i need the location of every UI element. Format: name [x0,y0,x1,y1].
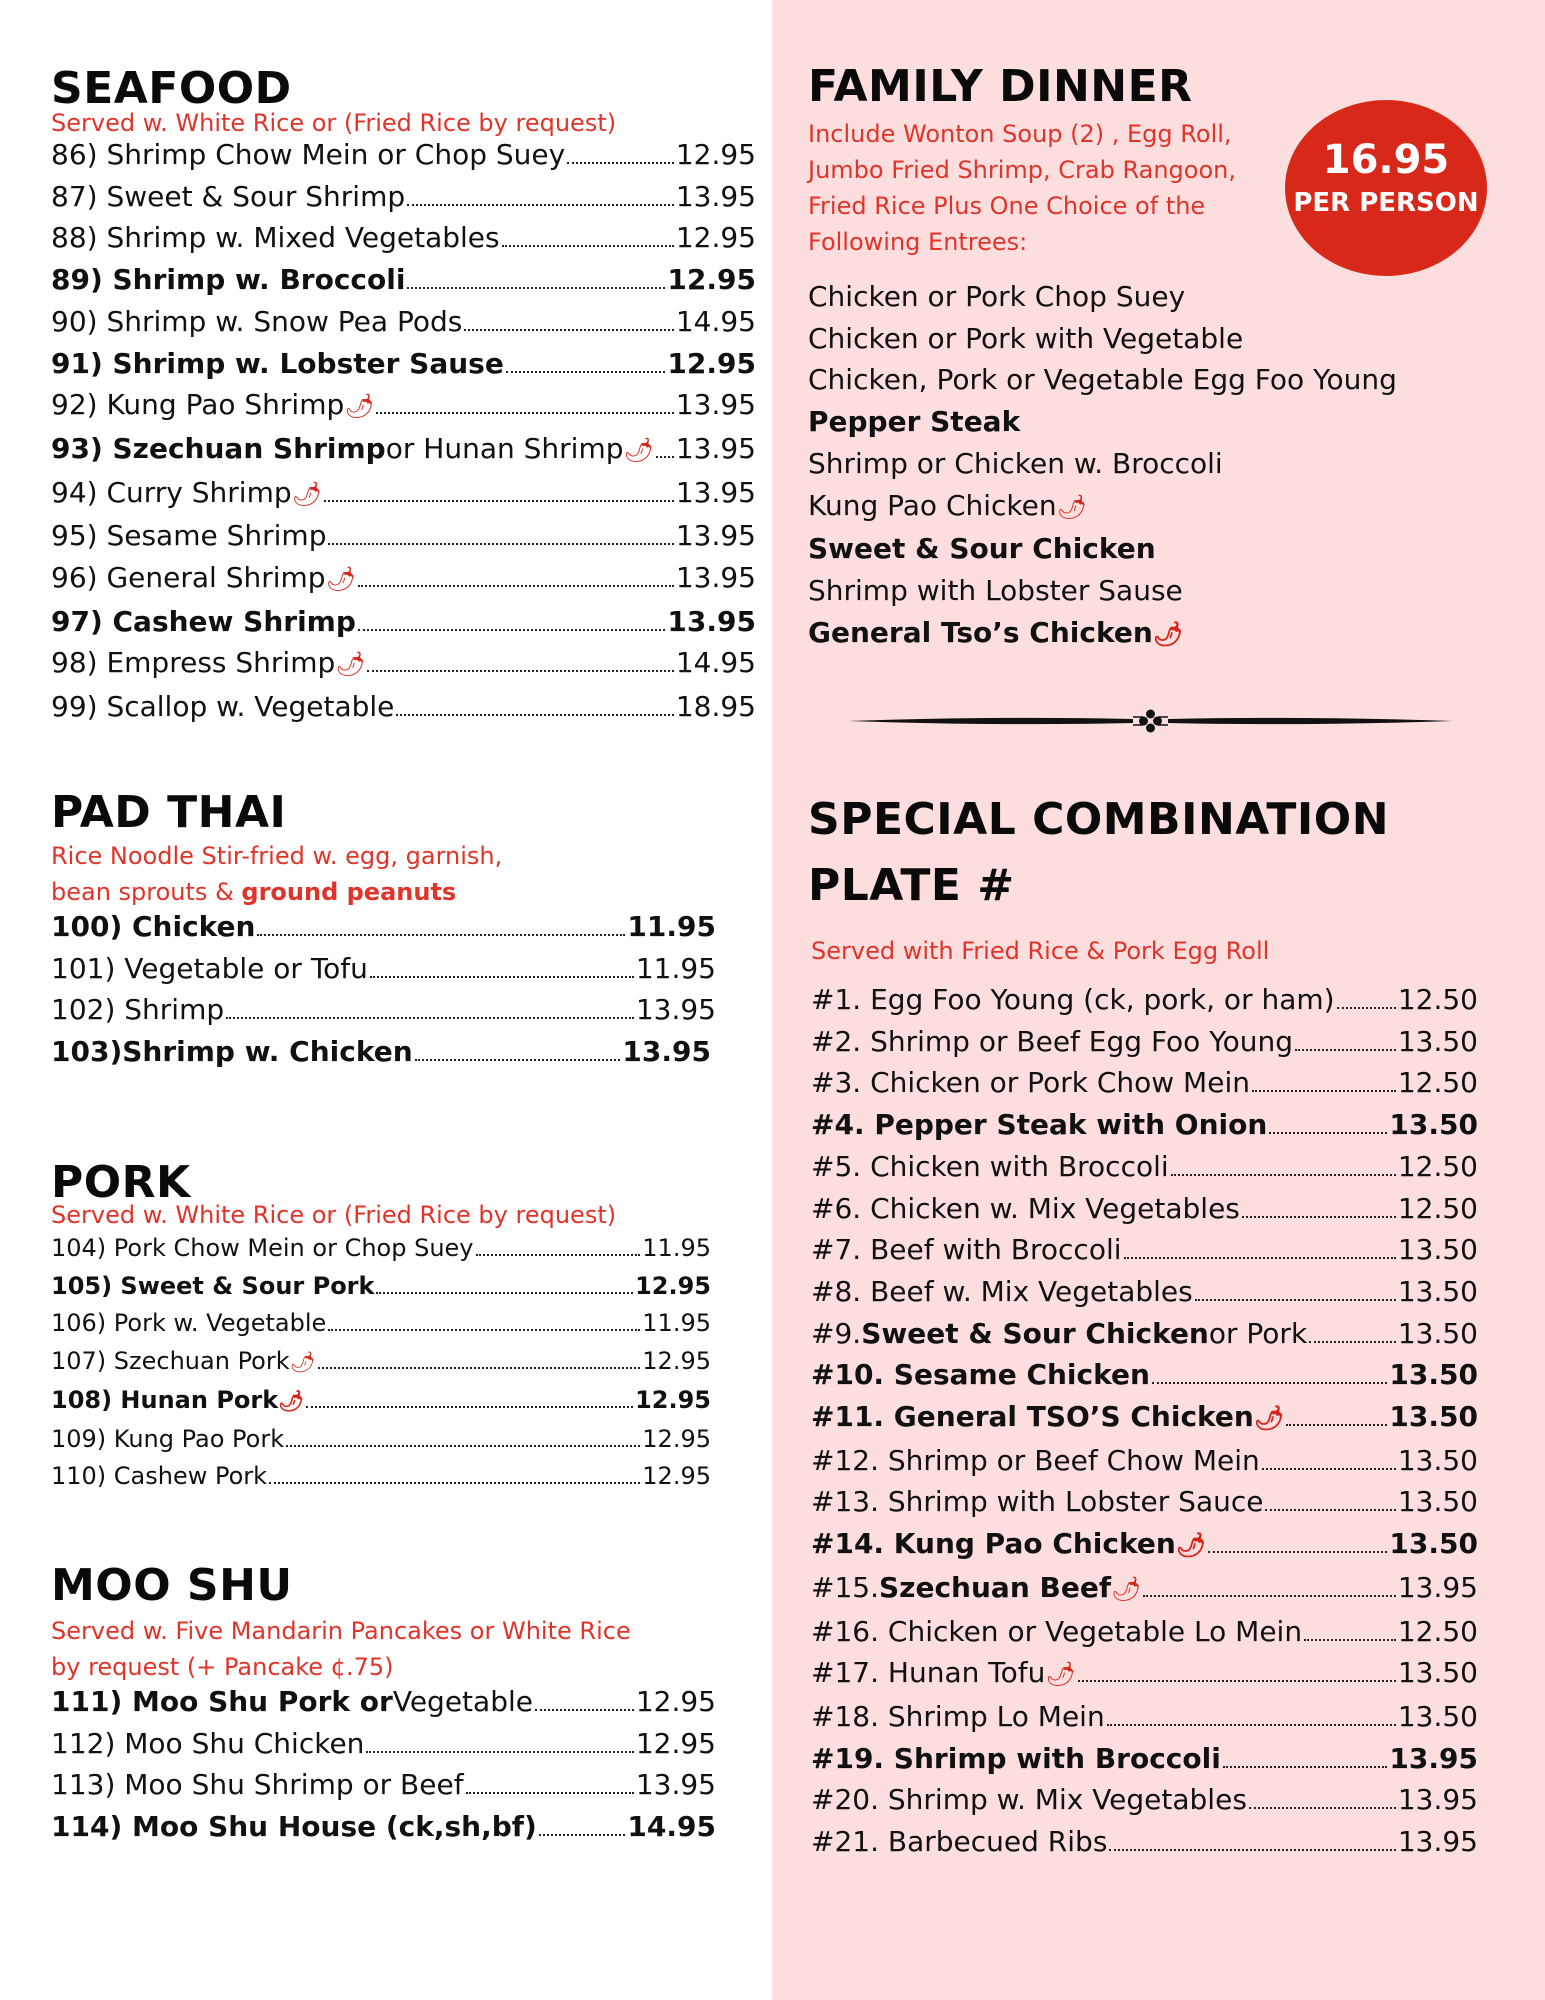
chili-pepper-icon: 🌶 [335,650,366,679]
list-item: Shrimp with Lobster Sause [808,573,1183,607]
list-item: General Tso’s Chicken🌶 [808,615,1183,649]
menu-item: 114) Moo Shu House (ck,sh,bf) 14.95 [51,1810,716,1844]
menu-item: 98) Empress Shrimp 🌶 14.95 [51,642,756,686]
chili-pepper-icon: 🌶 [289,1350,316,1375]
menu-item: #11. General TSO’S Chicken 🌶 13.50 [811,1396,1478,1440]
chili-pepper-icon: 🌶 [325,565,356,594]
menu-item: #12. Shrimp or Beef Chow Mein 13.50 [811,1443,1478,1477]
menu-item: 110) Cashew Pork 12.95 [51,1462,711,1491]
list-item: Kung Pao Chicken🌶 [808,488,1087,522]
menu-item: 109) Kung Pao Pork 12.95 [51,1424,711,1453]
menu-item: 93) Szechuan Shrimp or Hunan Shrimp 🌶 13.95 [51,428,756,472]
menu-item: #16. Chicken or Vegetable Lo Mein 12.50 [811,1614,1478,1648]
menu-item: #13. Shrimp with Lobster Sauce 13.50 [811,1485,1478,1519]
menu-item: 103)Shrimp w. Chicken 13.95 [51,1035,711,1069]
menu-item: #7. Beef with Broccoli 13.50 [811,1233,1478,1267]
chili-pepper-icon: 🌶 [1045,1660,1076,1689]
menu-item: 100) Chicken 11.95 [51,910,716,943]
menu-item: 91) Shrimp w. Lobster Sause 12.95 [51,346,756,380]
menu-item: 99) Scallop w. Vegetable 18.95 [51,690,756,724]
menu-item: #2. Shrimp or Beef Egg Foo Young 13.50 [811,1024,1478,1058]
section-subtitle: Served w. White Rice or (Fried Rice by request) [51,1201,617,1229]
family-dinner-description: Include Wonton Soup (2) , Egg Roll, Jumbo Fried Shrimp, Crab Rangoon, Fried Rice Plus One Choice of the Following Entrees: [808,120,1236,256]
menu-item: 96) General Shrimp 🌶 13.95 [51,557,756,601]
menu-item: 113) Moo Shu Shrimp or Beef 13.95 [51,1768,716,1802]
menu-item: 102) Shrimp 13.95 [51,993,716,1027]
list-item: Chicken, Pork or Vegetable Egg Foo Young [808,363,1397,397]
chili-pepper-icon: 🌶 [1175,1531,1207,1560]
family-entree-list [808,276,1508,655]
menu-item: 97) Cashew Shrimp 13.95 [51,604,756,638]
section-subtitle: Rice Noodle Stir-fried w. egg, garnish, bean sprouts & ground peanuts [51,842,503,906]
menu-item: #19. Shrimp with Broccoli 13.95 [811,1741,1478,1775]
menu-item: #4. Pepper Steak with Onion 13.50 [811,1108,1478,1142]
menu-item: #9. Sweet & Sour Chicken or Pork 13.50 [811,1316,1478,1350]
section-subtitle: Served w. White Rice or (Fried Rice by request) [51,109,617,137]
chili-pepper-icon: 🌶 [1253,1404,1285,1433]
chili-pepper-icon: 🌶 [1111,1574,1142,1603]
menu-item: 86) Shrimp Chow Mein or Chop Suey 12.95 [51,138,756,171]
ornamental-divider [848,706,1453,736]
price-unit: PER PERSON [1293,188,1479,218]
menu-item: 101) Vegetable or Tofu 11.95 [51,951,716,985]
menu-item: #17. Hunan Tofu 🌶 13.50 [811,1652,1478,1696]
seafood-section [51,63,756,728]
menu-item: #18. Shrimp Lo Mein 13.50 [811,1699,1478,1733]
section-title: PAD THAI [51,787,287,838]
list-item: Chicken or Pork Chop Suey [808,280,1186,313]
list-item: Chicken or Pork with Vegetable [808,321,1244,355]
menu-item: 112) Moo Shu Chicken 12.95 [51,1726,716,1760]
menu-item: 92) Kung Pao Shrimp 🌶 13.95 [51,384,756,428]
menu-item: 107) Szechuan Pork 🌶 12.95 [51,1343,711,1382]
chili-pepper-icon: 🌶 [623,435,654,464]
menu-item: 87) Sweet & Sour Shrimp 13.95 [51,179,756,213]
pork-section [51,1157,711,1496]
menu-item: 95) Sesame Shrimp 13.95 [51,519,756,553]
section-title: SPECIAL COMBINATION PLATE # [808,794,1390,911]
section-title: SEAFOOD [51,63,292,114]
price-badge [1285,100,1487,276]
chili-pepper-icon: 🌶 [1152,619,1183,648]
menu-item: #6. Chicken w. Mix Vegetables 12.50 [811,1191,1478,1225]
list-item: Shrimp or Chicken w. Broccoli [808,446,1223,480]
menu-item: 94) Curry Shrimp 🌶 13.95 [51,472,756,516]
menu-item: #1. Egg Foo Young (ck, pork, or ham) 12.50 [811,983,1478,1016]
family-price: 16.95 [1322,137,1450,183]
chili-pepper-icon: 🌶 [291,479,322,508]
menu-item: #5. Chicken with Broccoli 12.50 [811,1149,1478,1183]
chili-pepper-icon: 🌶 [278,1388,305,1413]
chili-pepper-icon: 🌶 [344,392,375,421]
menu-item: 88) Shrimp w. Mixed Vegetables 12.95 [51,221,756,255]
menu-item: 105) Sweet & Sour Pork 12.95 [51,1271,711,1300]
section-subtitle: Served with Fried Rice & Pork Egg Roll [811,937,1270,965]
menu-item: 89) Shrimp w. Broccoli 12.95 [51,263,756,297]
menu-item: #14. Kung Pao Chicken 🌶 13.50 [811,1523,1478,1567]
chili-pepper-icon: 🌶 [1056,492,1087,521]
section-title: FAMILY DINNER [808,61,1193,112]
moo-shu-section [51,1560,716,1848]
menu-item: 104) Pork Chow Mein or Chop Suey 11.95 [51,1234,711,1262]
menu-item: #15. Szechuan Beef 🌶 13.95 [811,1567,1478,1611]
section-subtitle: Served w. Five Mandarin Pancakes or White Rice by request (+ Pancake ¢.75) [51,1617,631,1681]
section-title: PORK [51,1157,191,1208]
menu-item: #8. Beef w. Mix Vegetables 13.50 [811,1274,1478,1308]
section-title: MOO SHU [51,1560,293,1611]
list-item: Sweet & Sour Chicken [808,532,1156,566]
menu-item: 108) Hunan Pork 🌶 12.95 [51,1382,711,1421]
menu-item: 90) Shrimp w. Snow Pea Pods 14.95 [51,304,756,338]
menu-item: #10. Sesame Chicken 13.50 [811,1358,1478,1392]
pad-thai-section [51,787,716,1073]
combination-section [808,787,1478,1863]
menu-item: #21. Barbecued Ribs 13.95 [811,1825,1478,1859]
list-item: Pepper Steak [808,405,1021,439]
menu-item: #20. Shrimp w. Mix Vegetables 13.95 [811,1783,1478,1817]
menu-item: #3. Chicken or Pork Chow Mein 12.50 [811,1066,1478,1100]
menu-item: 106) Pork w. Vegetable 11.95 [51,1309,711,1338]
menu-item: 111) Moo Shu Pork or Vegetable 12.95 [51,1685,716,1718]
